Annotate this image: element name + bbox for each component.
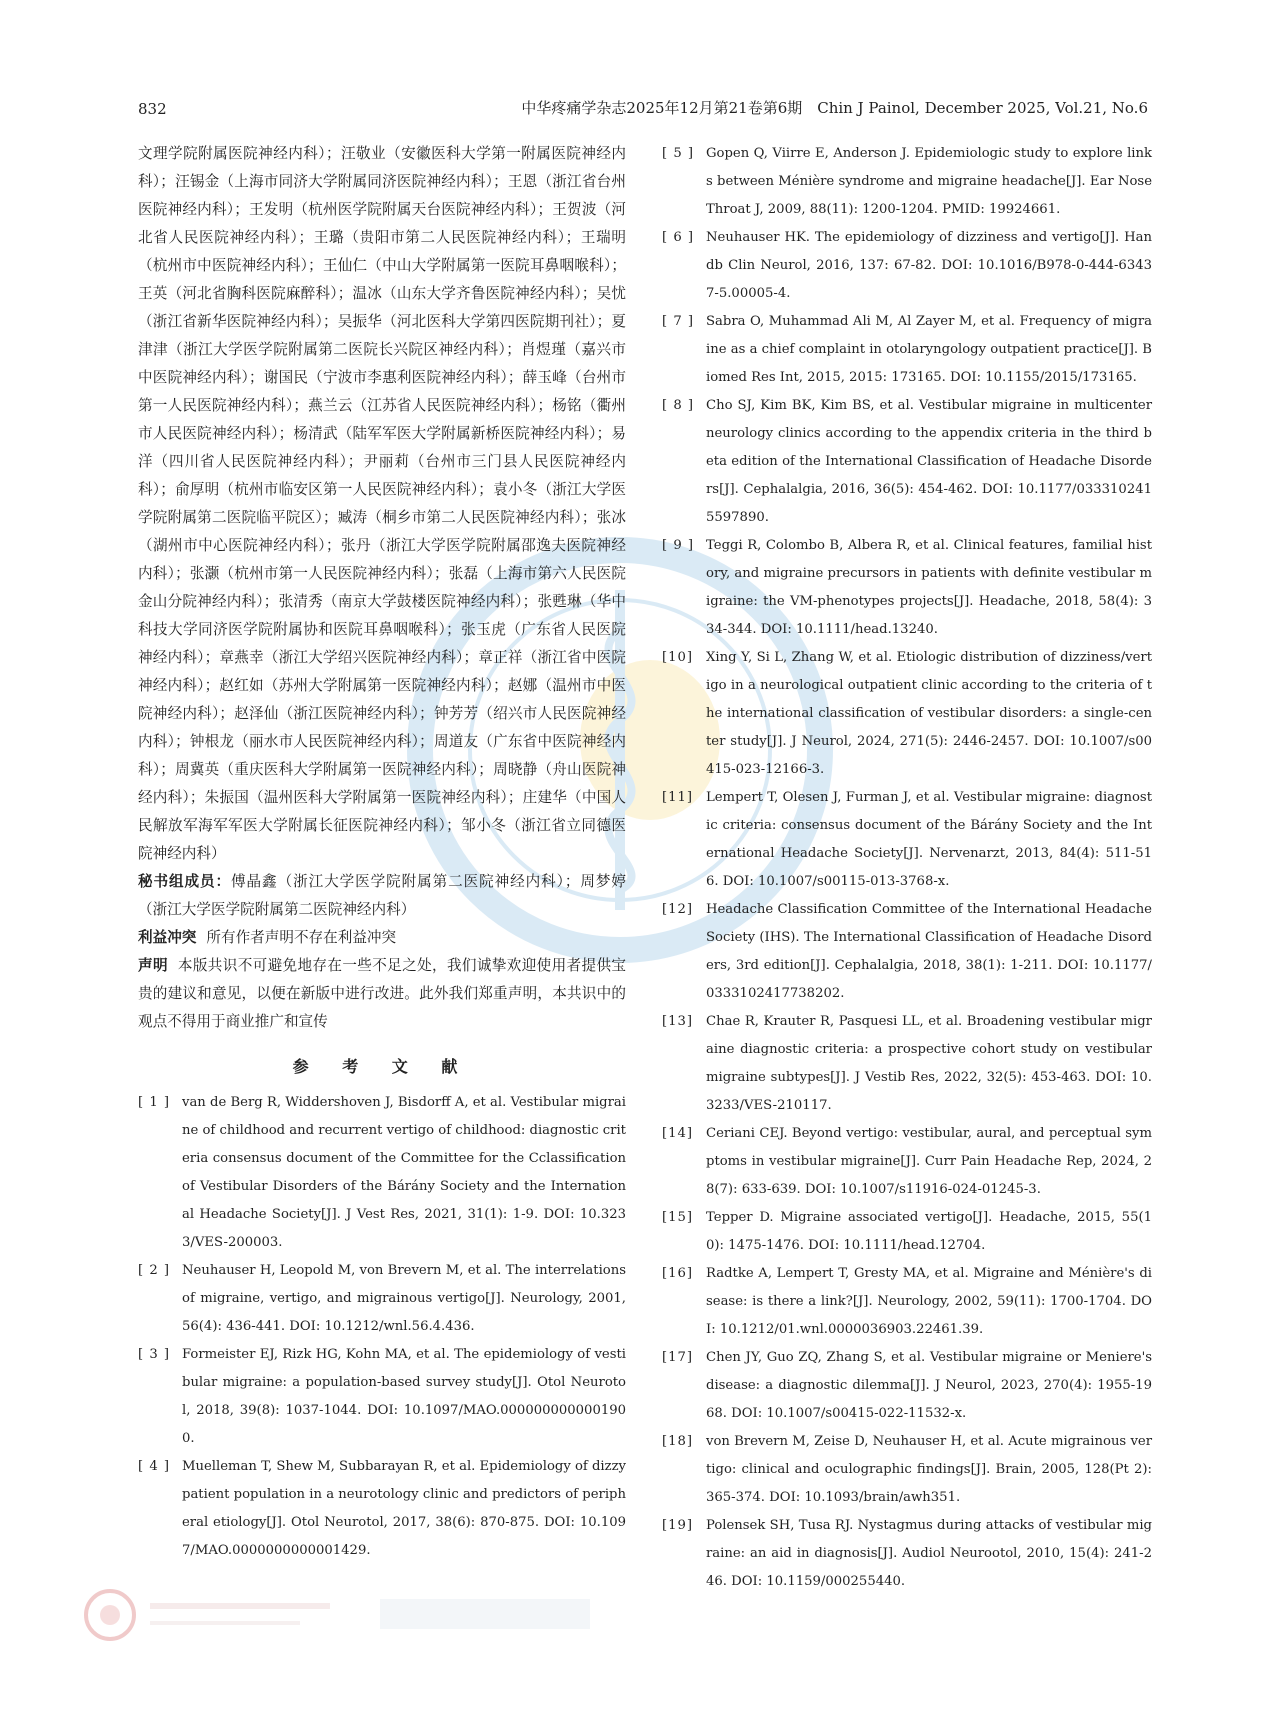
reference-text: Headache Classification Committee of the International Headache Society (IHS). The International Classification of Headache Disorders, 3rd edition[J]. Cephalalgia, 2018, 38(1): 1-211. DOI: 10.1177/0333102417738202. [706, 902, 1152, 1001]
reference-number: [ 2 ] [138, 1263, 171, 1278]
left-column [138, 140, 626, 1565]
reference-number: [ 1 ] [138, 1095, 171, 1110]
reference-item [662, 224, 1152, 308]
reference-text: Neuhauser H, Leopold M, von Brevern M, et al. The interrelations of migraine, vertigo, and migrainous vertigo[J]. Neurology, 2001, 56(4): 436-441. DOI: 10.1212/wnl.56.4.436. [182, 1263, 626, 1334]
secretary-text: 傅晶鑫（浙江大学医学院附属第二医院神经内科）；周梦婷（浙江大学医学院附属第二医院神经内科） [138, 873, 626, 918]
reference-number: [ 3 ] [138, 1347, 171, 1362]
reference-text: Sabra O, Muhammad Ali M, Al Zayer M, et al. Frequency of migraine as a chief complaint in otolaryngology outpatient practice[J]. Biomed Res Int, 2015, 2015: 173165. DOI: 10.1155/2015/173165. [706, 314, 1152, 385]
reference-number: [18] [662, 1434, 694, 1449]
reference-item [138, 1453, 626, 1565]
reference-text: van de Berg R, Widdershoven J, Bisdorff A, et al. Vestibular migraine of childhood and recurrent vertigo of childhood: diagnostic criteria consensus document of the Committee for the Cclassification of Vestibular Disorders of the Bárány Society and the International Headache Society[J]. J Vest Res, 2021, 31(1): 1-9. DOI: 10.3233/VES-200003. [182, 1095, 626, 1250]
secretary-paragraph [138, 868, 626, 924]
conflict-paragraph [138, 924, 626, 952]
reference-number: [15] [662, 1210, 694, 1225]
reference-number: [17] [662, 1350, 694, 1365]
right-column [662, 140, 1152, 1596]
reference-number: [13] [662, 1014, 694, 1029]
references-list-right [662, 140, 1152, 1596]
reference-item [138, 1257, 626, 1341]
reference-item [138, 1341, 626, 1453]
reference-text: Chen JY, Guo ZQ, Zhang S, et al. Vestibular migraine or Meniere's disease: a diagnostic dilemma[J]. J Neurol, 2023, 270(4): 1955-1968. DOI: 10.1007/s00415-022-11532-x. [706, 1350, 1152, 1421]
reference-text: Radtke A, Lempert T, Gresty MA, et al. Migraine and Ménière's disease: is there a link?[J]. Neurology, 2002, 59(11): 1700-1704. DOI: 10.1212/01.wnl.0000036903.22461.39. [706, 1266, 1152, 1337]
references-list-left [138, 1089, 626, 1565]
reference-number: [ 8 ] [662, 398, 695, 413]
reference-text: Lempert T, Olesen J, Furman J, et al. Vestibular migraine: diagnostic criteria: consensus document of the Bárány Society and the International Headache Society[J]. Nervenarzt, 2013, 84(4): 511-516. DOI: 10.1007/s00115-013-3768-x. [706, 790, 1152, 889]
reference-text: Cho SJ, Kim BK, Kim BS, et al. Vestibular migraine in multicenter neurology clinics according to the appendix criteria in the third beta edition of the International Classification of Headache Disorders[J]. Cephalalgia, 2016, 36(5): 454-462. DOI: 10.1177/0333102415597890. [706, 398, 1152, 525]
reference-number: [12] [662, 902, 694, 917]
reference-text: Formeister EJ, Rizk HG, Kohn MA, et al. The epidemiology of vestibular migraine: a population-based survey study[J]. Otol Neurotol, 2018, 39(8): 1037-1044. DOI: 10.1097/MAO.0000000000001900. [182, 1347, 626, 1446]
reference-number: [10] [662, 650, 694, 665]
reference-number: [19] [662, 1518, 694, 1533]
reference-item [662, 1204, 1152, 1260]
reference-item [662, 392, 1152, 532]
reference-number: [ 6 ] [662, 230, 695, 245]
reference-text: Muelleman T, Shew M, Subbarayan R, et al. Epidemiology of dizzy patient population in a neurotology clinic and predictors of peripheral etiology[J]. Otol Neurotol, 2017, 38(6): 870-875. DOI: 10.1097/MAO.0000000000001429. [182, 1459, 626, 1558]
reference-item [662, 784, 1152, 896]
reference-item [662, 1512, 1152, 1596]
reference-item [662, 1120, 1152, 1204]
statement-paragraph [138, 952, 626, 1036]
reference-item [662, 308, 1152, 392]
reference-text: von Brevern M, Zeise D, Neuhauser H, et al. Acute migrainous vertigo: clinical and oculographic findings[J]. Brain, 2005, 128(Pt 2): 365-374. DOI: 10.1093/brain/awh351. [706, 1434, 1152, 1505]
secretary-label: 秘书组成员： [138, 873, 232, 890]
conflict-label: 利益冲突 [138, 929, 197, 946]
committee-members-text: 文理学院附属医院神经内科）；汪敬业（安徽医科大学第一附属医院神经内科）；汪锡金（上海市同济大学附属同济医院神经内科）；王恩（浙江省台州医院神经内科）；王发明（杭州医学院附属天台医院神经内科）；王贺波（河北省人民医院神经内科）；王璐（贵阳市第二人民医院神经内科）；王瑞明（杭州市中医院神经内科）；王仙仁（中山大学附属第一医院耳鼻咽喉科）；王英（河北省胸科医院麻醉科）；温冰（山东大学齐鲁医院神经内科）；吴忧（浙江省新华医院神经内科）；吴振华（河北医科大学第四医院期刊社）；夏津津（浙江大学医学院附属第二医院长兴院区神经内科）；肖煜瑾（嘉兴市中医院神经内科）；谢国民（宁波市李惠利医院神经内科）；薛玉峰（台州市第一人民医院神经内科）；燕兰云（江苏省人民医院神经内科）；杨铭（衢州市人民医院神经内科）；杨清武（陆军军医大学附属新桥医院神经内科）；易洋（四川省人民医院神经内科）；尹丽莉（台州市三门县人民医院神经内科）；俞厚明（杭州市临安区第一人民医院神经内科）；袁小冬（浙江大学医学院附属第二医院临平院区）；臧涛（桐乡市第二人民医院神经内科）；张冰（湖州市中心医院神经内科）；张丹（浙江大学医学院附属邵逸夫医院神经内科）；张灏（杭州市第一人民医院神经内科）；张磊（上海市第六人民医院金山分院神经内科）；张清秀（南京大学鼓楼医院神经内科）；张甦琳（华中科技大学同济医学院附属协和医院耳鼻咽喉科）；张玉虎（广东省人民医院神经内科）；章燕幸（浙江大学绍兴医院神经内科）；章正祥（浙江省中医院神经内科）；赵红如（苏州大学附属第一医院神经内科）；赵娜（温州市中医院神经内科）；赵泽仙（浙江医院神经内科）；钟芳芳（绍兴市人民医院神经内科）；钟根龙（丽水市人民医院神经内科）；周道友（广东省中医院神经内科）；周冀英（重庆医科大学附属第一医院神经内科）；周晓静（舟山医院神经内科）；朱振国（温州医科大学附属第一医院神经内科）；庄建华（中国人民解放军海军军医大学附属长征医院神经内科）；邹小冬（浙江省立同德医院神经内科） [138, 145, 626, 862]
reference-text: Neuhauser HK. The epidemiology of dizziness and vertigo[J]. Handb Clin Neurol, 2016, 137: 67-82. DOI: 10.1016/B978-0-444-63437-5.00005-4. [706, 230, 1152, 301]
reference-number: [14] [662, 1126, 694, 1141]
reference-number: [ 9 ] [662, 538, 695, 553]
reference-number: [ 7 ] [662, 314, 695, 329]
reference-item [138, 1089, 626, 1257]
publisher-watermark-icon [80, 1585, 640, 1645]
conflict-text: 所有作者声明不存在利益冲突 [206, 929, 397, 946]
reference-text: Polensek SH, Tusa RJ. Nystagmus during attacks of vestibular migraine: an aid in diagnosis[J]. Audiol Neurootol, 2010, 15(4): 241-246. DOI: 10.1159/000255440. [706, 1518, 1152, 1589]
reference-text: Tepper D. Migraine associated vertigo[J]. Headache, 2015, 55(10): 1475-1476. DOI: 10.1111/head.12704. [706, 1210, 1152, 1253]
reference-item [662, 644, 1152, 784]
reference-number: [ 5 ] [662, 146, 695, 161]
reference-number: [ 4 ] [138, 1459, 171, 1474]
reference-item [662, 1428, 1152, 1512]
statement-label: 声明 [138, 957, 168, 974]
reference-text: Xing Y, Si L, Zhang W, et al. Etiologic distribution of dizziness/vertigo in a neurological outpatient clinic according to the criteria of the international classification of vestibular disorders: a single-center study[J]. J Neurol, 2024, 271(5): 2446-2457. DOI: 10.1007/s00415-023-12166-3. [706, 650, 1152, 777]
page-header [138, 92, 1148, 118]
reference-text: Ceriani CEJ. Beyond vertigo: vestibular, aural, and perceptual symptoms in vestibular migraine[J]. Curr Pain Headache Rep, 2024, 28(7): 633-639. DOI: 10.1007/s11916-024-01245-3. [706, 1126, 1152, 1197]
journal-citation: 中华疼痛学杂志2025年12月第21卷第6期 Chin J Painol, December 2025, Vol.21, No.6 [521, 99, 1148, 117]
reference-number: [16] [662, 1266, 694, 1281]
reference-text: Gopen Q, Viirre E, Anderson J. Epidemiologic study to explore links between Ménière syndrome and migraine headache[J]. Ear Nose Throat J, 2009, 88(11): 1200-1204. PMID: 19924661. [706, 146, 1152, 217]
reference-text: Teggi R, Colombo B, Albera R, et al. Clinical features, familial history, and migraine precursors in patients with definite vestibular migraine: the VM-phenotypes projects[J]. Headache, 2018, 58(4): 334-344. DOI: 10.1111/head.13240. [706, 538, 1152, 637]
reference-item [662, 1008, 1152, 1120]
references-heading: 参 考 文 献 [292, 1057, 472, 1076]
statement-text: 本版共识不可避免地存在一些不足之处，我们诚挚欢迎使用者提供宝贵的建议和意见，以便在新版中进行改进。此外我们郑重声明，本共识中的观点不得用于商业推广和宣传 [138, 957, 626, 1030]
reference-item [662, 1260, 1152, 1344]
reference-text: Chae R, Krauter R, Pasquesi LL, et al. Broadening vestibular migraine diagnostic criteria: a prospective cohort study on vestibular migraine subtypes[J]. J Vestib Res, 2022, 32(5): 453-463. DOI: 10.3233/VES-210117. [706, 1014, 1152, 1113]
reference-number: [11] [662, 790, 694, 805]
reference-item [662, 1344, 1152, 1428]
reference-item [662, 140, 1152, 224]
reference-item [662, 896, 1152, 1008]
reference-item [662, 532, 1152, 644]
page-number: 832 [138, 100, 167, 118]
